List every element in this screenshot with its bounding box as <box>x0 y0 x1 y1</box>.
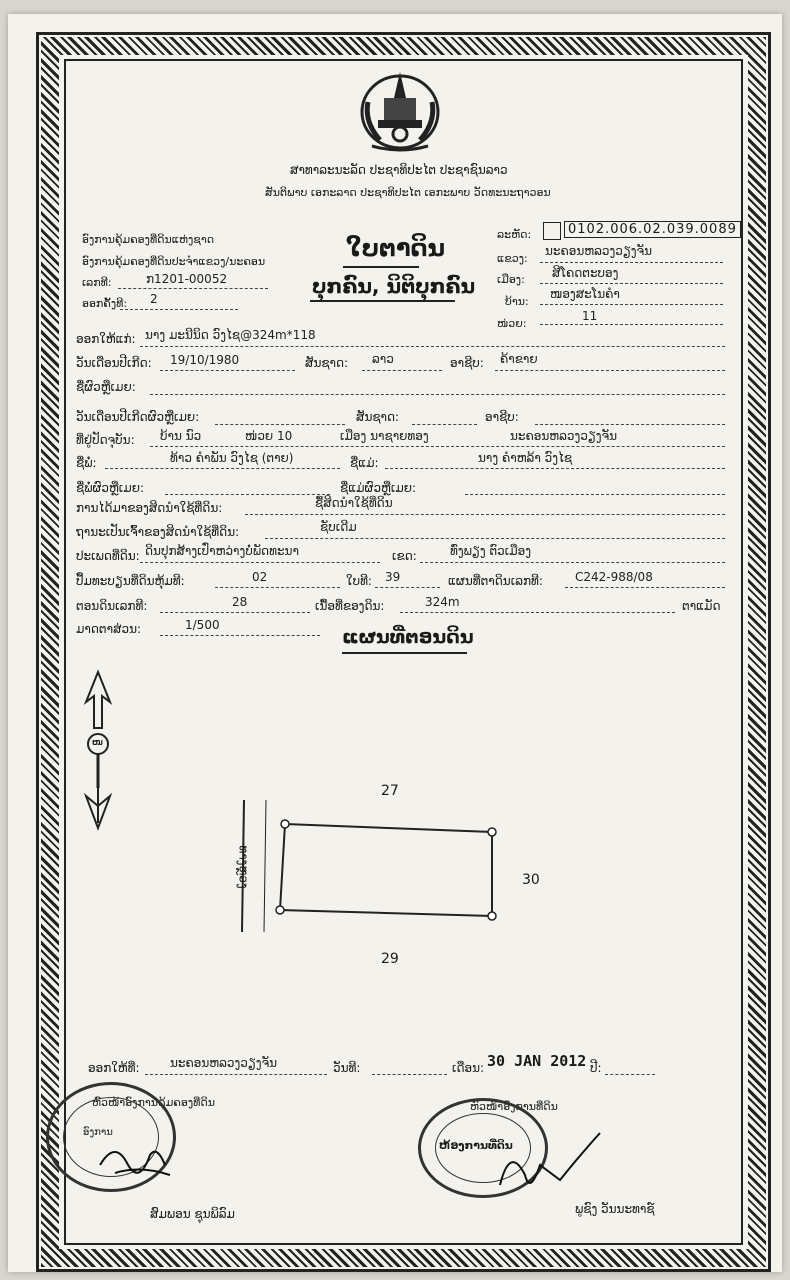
corner-marker <box>488 912 496 920</box>
dob-line <box>160 370 295 371</box>
spouse-father-label: ຊື່ພໍ່ຜົວຫຼືເມຍ: <box>76 481 145 495</box>
mother-label: ຊື່ແມ່: <box>350 456 379 470</box>
subtitle-underline <box>310 300 455 302</box>
mother-line <box>385 468 725 469</box>
area-label: ເນື້ອທີ່ຂອງດິນ: <box>315 599 385 613</box>
lao-national-emblem <box>358 62 442 152</box>
area-value: 324m <box>425 595 460 609</box>
area-line <box>400 612 675 613</box>
dob-label: ວັນເດືອນປີເກີດ: <box>76 356 152 370</box>
land-type-line <box>140 562 380 563</box>
page-label: ໃບທີ: <box>346 574 372 588</box>
zone-line <box>420 562 725 563</box>
basis-line <box>265 538 725 539</box>
issue-label: ອອກຄັ້ງທີ: <box>82 297 128 310</box>
book-label: ປຶ້ມທະບຽນທີ່ດິນຫຸ້ມທີ: <box>76 574 185 588</box>
book-value: 02 <box>252 570 268 584</box>
spouse-mother-label: ຊື່ແມ່ຜົວຫຼືເມຍ: <box>340 481 417 495</box>
north-arrow-icon <box>78 668 118 833</box>
left-signer: ສົມພອນ ຊຸນພິລົມ <box>150 1207 235 1221</box>
right-stamp-text: ຫ້ອງການທີ່ດິນ <box>439 1139 513 1152</box>
father-value: ທ້າວ ຄໍາພັນ ວົງໄຊ (ຕາຍ) <box>170 451 294 465</box>
address-unit: ໜ່ວຍ 10 <box>245 429 293 443</box>
issue-date-stamp: 30 JAN 2012 <box>487 1052 587 1070</box>
occupation-value: ຄ້າຂາຍ <box>500 352 538 366</box>
document-subtitle: ບຸກຄົນ, ນິຕິບຸກຄົນ <box>312 274 476 298</box>
address-district: ເມືອງ ນາຊາຍທອງ <box>340 429 429 443</box>
day-line <box>372 1074 447 1075</box>
acquire-line <box>245 514 725 515</box>
spouse-nat-label: ສັນຊາດ: <box>356 410 400 424</box>
village-value: ໜອງສະໂນຄໍາ <box>550 287 620 301</box>
acquire-value: ຊື້ສິດນໍາໃຊ້ທີ່ດິນ <box>315 496 393 510</box>
unit-value: 11 <box>582 309 598 323</box>
header-line2: ສັນຕິພາບ ເອກະລາດ ປະຊາທິປະໄຕ ເອກະພາບ ວັດທະນະຖາວອນ <box>265 186 551 199</box>
district-label: ເມືອງ: <box>497 273 525 286</box>
province-line <box>540 262 723 263</box>
page-line <box>375 587 440 588</box>
map-heading-underline <box>342 652 467 654</box>
day-label: ວັນທີ: <box>333 1061 361 1075</box>
title-underline <box>343 266 419 268</box>
year-line <box>605 1074 655 1075</box>
address-province: ນະຄອນຫລວງວຽງຈັນ <box>510 429 618 443</box>
left-sign-title: ຫົວໜ້າອົງການຄຸ້ມຄອງທີ່ດິນ <box>92 1096 215 1109</box>
basis-label: ຖານະເປັນເຈົ້າຂອງສິດນໍາໃຊ້ທີ່ດິນ: <box>76 525 240 539</box>
mother-value: ນາງ ຄໍາຫລ້າ ວົງໄຊ <box>478 451 573 465</box>
corner-marker <box>488 828 496 836</box>
nationality-label: ສັນຊາດ: <box>305 356 349 370</box>
number-value: ກ1201-00052 <box>146 272 228 286</box>
province-value: ນະຄອນຫລວງວຽງຈັນ <box>545 244 653 258</box>
area-unit: ຕາແມັດ <box>682 599 721 613</box>
father-line <box>105 468 340 469</box>
spouse-father-line <box>165 494 330 495</box>
issue-line <box>120 309 238 310</box>
code-checkbox <box>543 222 561 240</box>
road-line-2 <box>264 800 266 932</box>
land-type-label: ປະເພດທີ່ດິນ: <box>76 549 140 563</box>
office-provincial: ອົງການຄຸ້ມຄອງທີ່ດິນປະຈໍາແຂວງ/ນະຄອນ <box>82 255 266 268</box>
right-signer: ພູຊົງ ວັນນະທາຊ໌ <box>575 1202 655 1216</box>
plot-label: ຕອນດິນເລກທີ: <box>76 599 148 613</box>
neighbor-top: 27 <box>381 783 399 799</box>
book-line <box>215 587 340 588</box>
issued-to-value: ນາງ ມະນີນິດ ວົງໄຊ@324m*118 <box>145 328 316 342</box>
left-stamp-text: ອົງການ <box>83 1127 113 1138</box>
spouse-mother-line <box>465 494 725 495</box>
map-label: ແຜນທີ່ຕາດິນເລກທີ: <box>448 574 543 588</box>
number-line <box>118 288 268 289</box>
nationality-line <box>362 370 442 371</box>
basis-value: ຊັບເດີມ <box>320 520 357 534</box>
district-line <box>540 283 723 284</box>
issue-value: 2 <box>150 292 158 306</box>
father-label: ຊື່ພໍ່: <box>76 456 97 470</box>
dob-value: 19/10/1980 <box>170 353 240 367</box>
address-village: ບ້ານ ນົວ <box>160 429 202 443</box>
unit-line <box>540 324 723 325</box>
office-national: ອົງການຄຸ້ມຄອງທີ່ດິນແຫ່ງຊາດ <box>82 233 215 246</box>
acquire-label: ການໄດ້ມາຂອງສິດນໍາໃຊ້ທີ່ດິນ: <box>76 501 223 515</box>
issued-at-value: ນະຄອນຫລວງວຽງຈັນ <box>170 1056 278 1070</box>
spouse-dob-label: ວັນເດືອນປີເກີດຜົວຫຼືເມຍ: <box>76 410 200 424</box>
spouse-dob-line <box>215 424 345 425</box>
nationality-value: ລາວ <box>372 352 394 366</box>
scale-label: ມາດຕາສ່ວນ: <box>76 622 142 636</box>
scale-value: 1/500 <box>185 618 220 632</box>
unit-label: ໜ່ວຍ: <box>497 317 527 330</box>
issued-to-line <box>140 346 725 347</box>
north-label: ໜ <box>92 738 103 747</box>
spouse-occ-line <box>535 424 725 425</box>
road-label: ທາງຫຼວງ <box>236 845 251 889</box>
neighbor-right: 30 <box>522 872 540 888</box>
right-sign-title: ຫົວໜ້າອົງການທີ່ດິນ <box>470 1100 558 1113</box>
map-heading: ແຜນທີ່ຕອນດິນ <box>342 626 474 648</box>
plot-map <box>230 800 510 940</box>
occupation-label: ອາຊີບ: <box>450 356 484 370</box>
issued-to-label: ອອກໃຫ້ແກ່: <box>76 332 136 346</box>
plot-value: 28 <box>232 595 248 609</box>
issued-at-line <box>145 1074 327 1075</box>
month-label: ເດືອນ: <box>452 1061 485 1075</box>
map-value: C242-988/08 <box>575 570 653 584</box>
neighbor-bottom: 29 <box>381 951 399 967</box>
plot-boundary <box>280 824 492 916</box>
scale-line <box>160 635 320 636</box>
header-line1: ສາທາລະນະລັດ ປະຊາທິປະໄຕ ປະຊາຊົນລາວ <box>290 163 508 177</box>
code-label: ລະຫັດ: <box>497 228 532 241</box>
document-title: ໃບຕາດິນ <box>346 234 446 262</box>
zone-value: ທົ່ງພຽງ ຕົວເມືອງ <box>450 544 532 558</box>
village-label: ບ້ານ: <box>505 295 529 308</box>
village-line <box>540 304 723 305</box>
number-label: ເລກທີ: <box>82 276 112 289</box>
right-signature <box>490 1125 610 1200</box>
land-type-value: ດິນປຸກສ້າງເປົ່າຫວ່າງບໍ່ພັດທະນາ <box>145 544 299 558</box>
province-label: ແຂວງ: <box>497 252 528 265</box>
left-signature <box>95 1135 175 1180</box>
district-value: ສີໂຄດຕະບອງ <box>552 266 619 280</box>
spouse-nat-line <box>412 424 477 425</box>
address-line <box>150 446 725 447</box>
code-value: 0102.006.02.039.0089 <box>564 221 741 238</box>
corner-marker <box>281 820 289 828</box>
zone-label: ເຂດ: <box>392 549 417 563</box>
map-line <box>565 587 725 588</box>
spouse-line <box>150 394 725 395</box>
plot-line <box>160 612 310 613</box>
issued-at-label: ອອກໃຫ້ທີ່: <box>88 1061 140 1075</box>
occupation-line <box>495 370 725 371</box>
address-label: ທີ່ຢູ່ປັດຈຸບັນ: <box>76 433 135 447</box>
spouse-occ-label: ອາຊີບ: <box>485 410 519 424</box>
page-value: 39 <box>385 570 401 584</box>
year-label: ປີ: <box>590 1061 602 1075</box>
spouse-label: ຊື່ຜົວຫຼືເມຍ: <box>76 380 136 394</box>
corner-marker <box>276 906 284 914</box>
